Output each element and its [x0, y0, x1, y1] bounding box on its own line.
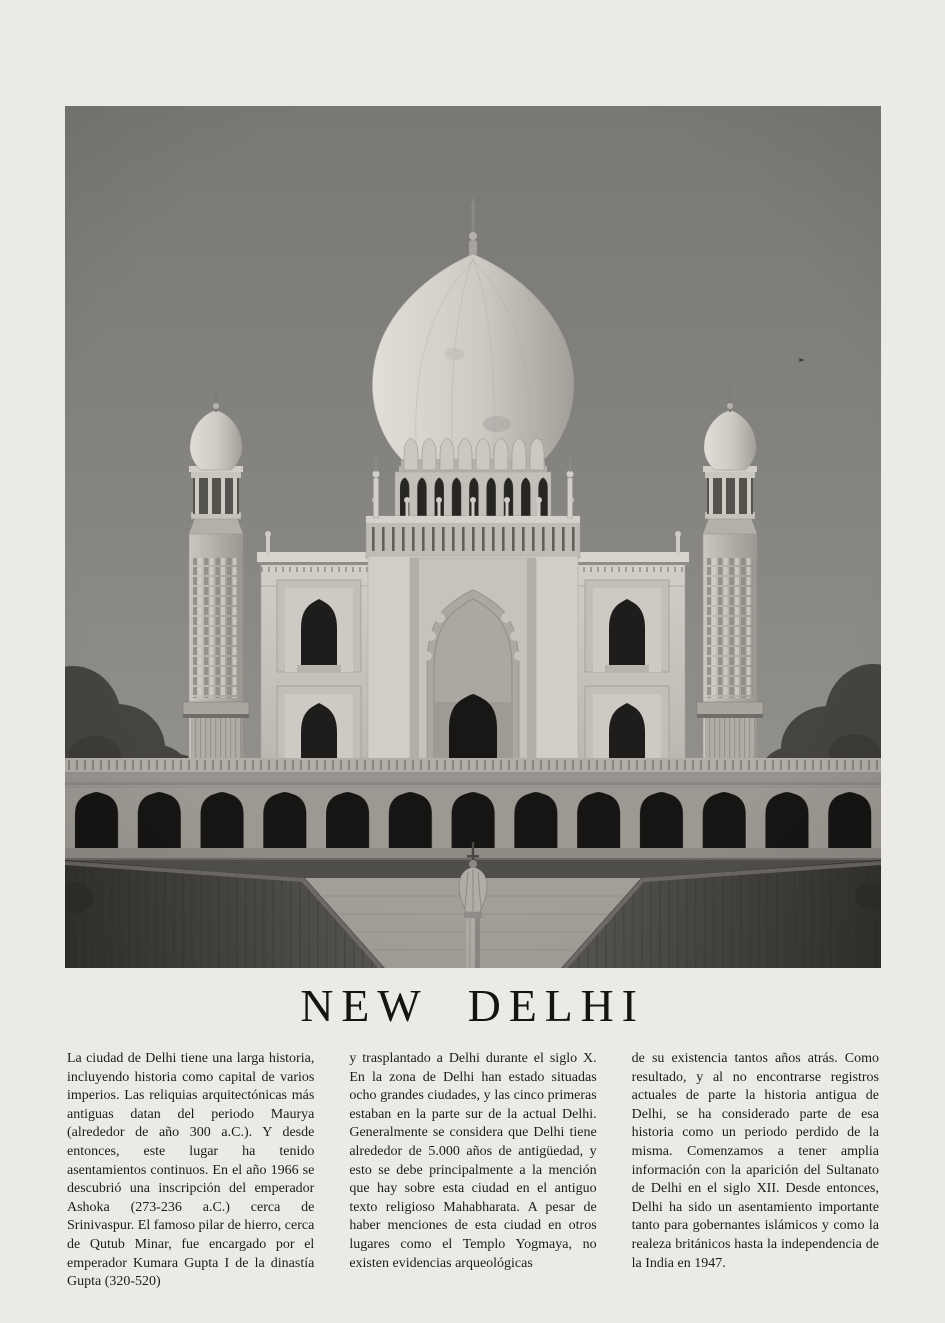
article: [67, 1050, 879, 1292]
article-column-3: de su existencia tantos años atrás. Como resultado, y al no encontrarse registros actuales de parte la historia antigua de Delhi, se ha considerado parte de esa historia como un periodo perdido de la misma. Comenzamos a tener amplia información con la aparición del Sultanato de Delhi en el siglo XII. Desde entonces, Delhi ha sido un asentamiento importante tanto para gobernantes islámicos y como la realeza británicos hasta la independencia de la India en 1947.: [631, 1051, 879, 1271]
monument-illustration: [65, 106, 881, 968]
poster-title: NEW DELHI: [300, 980, 645, 1031]
monument-photo: [65, 106, 881, 968]
article-column-2: y trasplantado a Delhi durante el siglo X. En la zona de Delhi han estado situadas ocho grandes ciudades, y las cinco primeras estaban en la parte sur de la actual Delhi. Generalmente se considera que Delhi tiene alrededor de 5.000 años de antigüedad, y esto se debe principalmente a la mención que hay sobre esta ciudad en el antiguo texto religioso Mahabharata. A pesar de haber menciones de esta ciudad en otros lugares como el Templo Yogmaya, no existen evidencias arqueológicas: [349, 1051, 597, 1271]
article-column-1: La ciudad de Delhi tiene una larga historia, incluyendo historia como capital de varios imperios. Las reliquias arquitectónicas más antiguas datan del periodo Maurya (alrededor de año 300 a.C.). Y desde entonces, este lugar ha tenido asentamientos continuos. En el año 1966 se descubrió una inscripción del emperador Ashoka (273-236 a.C.) cerca de Srinivaspur. El famoso pilar de hierro, cerca de Qutub Minar, fue encargado por el emperador Kumara Gupta I de la dinastía Gupta (320-520): [67, 1051, 315, 1290]
